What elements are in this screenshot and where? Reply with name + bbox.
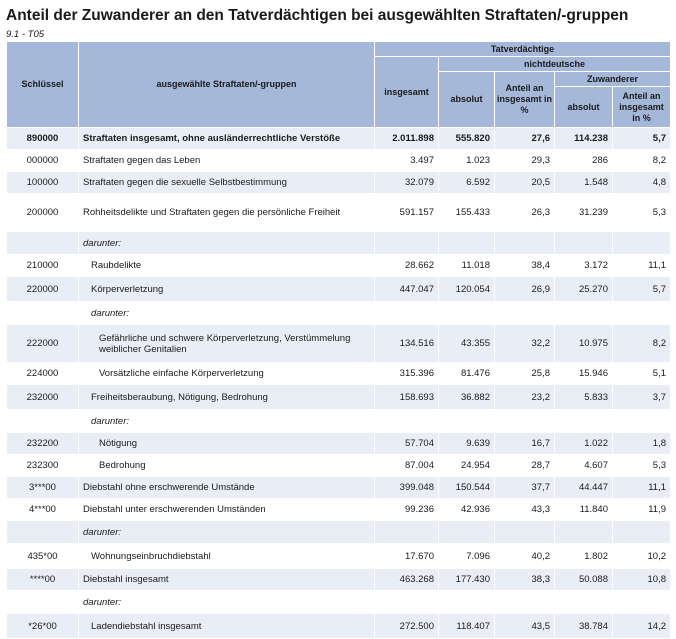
cell-nd-anteil: 16,7 xyxy=(495,433,555,455)
cell-nd-anteil: 20,5 xyxy=(495,172,555,194)
table-row xyxy=(7,277,671,302)
cell-key: *26*00 xyxy=(7,614,79,639)
cell-zw-anteil: 10,8 xyxy=(613,569,671,591)
cell-insgesamt: 99.236 xyxy=(375,499,439,521)
table-row xyxy=(7,433,671,455)
table-row xyxy=(7,544,671,569)
cell-label: Ladendiebstahl insgesamt xyxy=(79,614,375,639)
table-row xyxy=(7,499,671,521)
cell-label: Straftaten insgesamt, ohne ausländerrechtliche Verstöße xyxy=(79,128,375,150)
cell-insgesamt xyxy=(375,591,439,614)
cell-nd-anteil: 32,2 xyxy=(495,325,555,363)
cell-zw-absolut: 1.802 xyxy=(555,544,613,569)
table-row xyxy=(7,172,671,194)
cell-nd-absolut: 43.355 xyxy=(439,325,495,363)
table-row xyxy=(7,232,671,255)
cell-label: darunter: xyxy=(79,302,375,325)
cell-zw-anteil: 5,3 xyxy=(613,455,671,477)
cell-zw-anteil xyxy=(613,302,671,325)
cell-zw-anteil: 11,1 xyxy=(613,477,671,499)
header-zw-anteil: Anteil an insgesamt in % xyxy=(613,87,671,128)
cell-zw-absolut: 11.840 xyxy=(555,499,613,521)
cell-zw-absolut: 286 xyxy=(555,150,613,172)
cell-nd-anteil: 38,4 xyxy=(495,255,555,277)
cell-nd-anteil: 28,7 xyxy=(495,455,555,477)
cell-nd-anteil xyxy=(495,591,555,614)
cell-insgesamt: 315.396 xyxy=(375,363,439,385)
cell-nd-anteil: 38,3 xyxy=(495,569,555,591)
header-nichtdeutsche: nichtdeutsche xyxy=(439,57,671,72)
cell-key xyxy=(7,302,79,325)
table-body xyxy=(7,128,671,639)
cell-insgesamt xyxy=(375,410,439,433)
cell-nd-anteil: 37,7 xyxy=(495,477,555,499)
cell-zw-anteil xyxy=(613,521,671,544)
table-row xyxy=(7,455,671,477)
table-row xyxy=(7,410,671,433)
cell-key: 210000 xyxy=(7,255,79,277)
cell-insgesamt: 272.500 xyxy=(375,614,439,639)
cell-zw-anteil: 4,8 xyxy=(613,172,671,194)
cell-zw-anteil xyxy=(613,591,671,614)
cell-label: Diebstahl insgesamt xyxy=(79,569,375,591)
cell-zw-absolut: 38.784 xyxy=(555,614,613,639)
cell-nd-absolut: 118.407 xyxy=(439,614,495,639)
cell-key: 890000 xyxy=(7,128,79,150)
cell-nd-absolut: 6.592 xyxy=(439,172,495,194)
cell-key: ****00 xyxy=(7,569,79,591)
cell-key: 224000 xyxy=(7,363,79,385)
cell-nd-absolut xyxy=(439,302,495,325)
cell-nd-absolut: 11.018 xyxy=(439,255,495,277)
cell-key: 232300 xyxy=(7,455,79,477)
cell-zw-anteil: 8,2 xyxy=(613,325,671,363)
cell-nd-anteil: 25,8 xyxy=(495,363,555,385)
page-title: Anteil der Zuwanderer an den Tatverdächtigen bei ausgewählten Straftaten/-gruppen xyxy=(6,7,629,24)
cell-nd-absolut: 81.476 xyxy=(439,363,495,385)
cell-zw-anteil: 5,7 xyxy=(613,277,671,302)
table-row xyxy=(7,325,671,363)
cell-nd-absolut: 24.954 xyxy=(439,455,495,477)
cell-key: 222000 xyxy=(7,325,79,363)
cell-zw-anteil: 1,8 xyxy=(613,433,671,455)
cell-insgesamt: 28.662 xyxy=(375,255,439,277)
cell-nd-absolut: 36.882 xyxy=(439,385,495,410)
cell-nd-anteil: 27,6 xyxy=(495,128,555,150)
cell-insgesamt: 158.693 xyxy=(375,385,439,410)
cell-key: 3***00 xyxy=(7,477,79,499)
header-zw-absolut: absolut xyxy=(555,87,613,128)
header-straftaten: ausgewählte Straftaten/-gruppen xyxy=(79,42,375,128)
cell-zw-absolut: 1.022 xyxy=(555,433,613,455)
cell-nd-anteil: 26,3 xyxy=(495,194,555,232)
cell-zw-absolut xyxy=(555,232,613,255)
header-nd-anteil: Anteil an insgesamt in % xyxy=(495,72,555,128)
table-row xyxy=(7,569,671,591)
cell-nd-anteil: 26,9 xyxy=(495,277,555,302)
cell-label: darunter: xyxy=(79,521,375,544)
cell-label: Rohheitsdelikte und Straftaten gegen die persönliche Freiheit xyxy=(79,194,375,232)
cell-zw-absolut: 44.447 xyxy=(555,477,613,499)
cell-key xyxy=(7,521,79,544)
table-row xyxy=(7,591,671,614)
table-row xyxy=(7,255,671,277)
table-row xyxy=(7,194,671,232)
cell-label: Vorsätzliche einfache Körperverletzung xyxy=(79,363,375,385)
cell-key xyxy=(7,591,79,614)
cell-key: 232000 xyxy=(7,385,79,410)
cell-insgesamt: 399.048 xyxy=(375,477,439,499)
cell-insgesamt: 447.047 xyxy=(375,277,439,302)
cell-label: Straftaten gegen die sexuelle Selbstbestimmung xyxy=(79,172,375,194)
cell-key: 435*00 xyxy=(7,544,79,569)
cell-key: 220000 xyxy=(7,277,79,302)
cell-label: Straftaten gegen das Leben xyxy=(79,150,375,172)
cell-key: 4***00 xyxy=(7,499,79,521)
cell-insgesamt: 591.157 xyxy=(375,194,439,232)
header-schluessel: Schlüssel xyxy=(7,42,79,128)
table-row xyxy=(7,385,671,410)
cell-insgesamt: 2.011.898 xyxy=(375,128,439,150)
cell-label: Bedrohung xyxy=(79,455,375,477)
cell-zw-anteil: 10,2 xyxy=(613,544,671,569)
cell-nd-absolut: 155.433 xyxy=(439,194,495,232)
cell-zw-absolut: 3.172 xyxy=(555,255,613,277)
cell-key: 232200 xyxy=(7,433,79,455)
cell-nd-absolut: 150.544 xyxy=(439,477,495,499)
cell-nd-absolut xyxy=(439,410,495,433)
cell-zw-absolut xyxy=(555,521,613,544)
cell-key: 100000 xyxy=(7,172,79,194)
cell-nd-absolut: 42.936 xyxy=(439,499,495,521)
cell-zw-anteil xyxy=(613,232,671,255)
cell-nd-anteil xyxy=(495,521,555,544)
header-insgesamt: insgesamt xyxy=(375,57,439,128)
cell-key: 000000 xyxy=(7,150,79,172)
crime-statistics-table xyxy=(6,41,671,639)
cell-insgesamt: 134.516 xyxy=(375,325,439,363)
cell-insgesamt xyxy=(375,302,439,325)
cell-label: darunter: xyxy=(79,232,375,255)
cell-zw-absolut: 31.239 xyxy=(555,194,613,232)
cell-zw-absolut: 4.607 xyxy=(555,455,613,477)
cell-label: Nötigung xyxy=(79,433,375,455)
header-zuwanderer: Zuwanderer xyxy=(555,72,671,87)
cell-nd-anteil xyxy=(495,302,555,325)
cell-zw-anteil: 5,3 xyxy=(613,194,671,232)
cell-nd-absolut xyxy=(439,521,495,544)
cell-label: Körperverletzung xyxy=(79,277,375,302)
cell-zw-absolut: 114.238 xyxy=(555,128,613,150)
cell-insgesamt: 17.670 xyxy=(375,544,439,569)
cell-zw-anteil: 3,7 xyxy=(613,385,671,410)
cell-zw-anteil: 11,1 xyxy=(613,255,671,277)
table-row xyxy=(7,302,671,325)
cell-zw-absolut: 5.833 xyxy=(555,385,613,410)
cell-nd-absolut xyxy=(439,232,495,255)
cell-label: Gefährliche und schwere Körperverletzung, Verstümmelung weiblicher Genitalien xyxy=(79,325,375,363)
cell-zw-absolut xyxy=(555,591,613,614)
cell-nd-anteil xyxy=(495,410,555,433)
cell-zw-absolut: 10.975 xyxy=(555,325,613,363)
cell-nd-absolut: 7.096 xyxy=(439,544,495,569)
cell-nd-anteil: 40,2 xyxy=(495,544,555,569)
cell-zw-absolut: 15.946 xyxy=(555,363,613,385)
cell-nd-absolut: 1.023 xyxy=(439,150,495,172)
cell-key: 200000 xyxy=(7,194,79,232)
cell-nd-absolut: 177.430 xyxy=(439,569,495,591)
cell-label: Raubdelikte xyxy=(79,255,375,277)
cell-insgesamt: 3.497 xyxy=(375,150,439,172)
cell-label: darunter: xyxy=(79,591,375,614)
cell-zw-absolut xyxy=(555,302,613,325)
table-id: 9.1 - T05 xyxy=(6,29,45,40)
cell-nd-absolut: 9.639 xyxy=(439,433,495,455)
cell-insgesamt: 463.268 xyxy=(375,569,439,591)
cell-zw-anteil: 14,2 xyxy=(613,614,671,639)
cell-zw-anteil xyxy=(613,410,671,433)
cell-insgesamt: 87.004 xyxy=(375,455,439,477)
cell-label: darunter: xyxy=(79,410,375,433)
table-row xyxy=(7,150,671,172)
table-row xyxy=(7,477,671,499)
table-row xyxy=(7,521,671,544)
cell-zw-anteil: 5,7 xyxy=(613,128,671,150)
cell-label: Freiheitsberaubung, Nötigung, Bedrohung xyxy=(79,385,375,410)
cell-insgesamt: 57.704 xyxy=(375,433,439,455)
cell-zw-anteil: 5,1 xyxy=(613,363,671,385)
cell-nd-anteil: 23,2 xyxy=(495,385,555,410)
cell-zw-anteil: 11,9 xyxy=(613,499,671,521)
header-tatverdaechtige: Tatverdächtige xyxy=(375,42,671,57)
cell-nd-anteil: 29,3 xyxy=(495,150,555,172)
cell-insgesamt: 32.079 xyxy=(375,172,439,194)
cell-zw-absolut xyxy=(555,410,613,433)
table-row xyxy=(7,363,671,385)
cell-key xyxy=(7,232,79,255)
cell-key xyxy=(7,410,79,433)
cell-nd-anteil xyxy=(495,232,555,255)
cell-nd-anteil: 43,3 xyxy=(495,499,555,521)
cell-zw-anteil: 8,2 xyxy=(613,150,671,172)
cell-nd-absolut xyxy=(439,591,495,614)
cell-nd-anteil: 43,5 xyxy=(495,614,555,639)
cell-zw-absolut: 50.088 xyxy=(555,569,613,591)
cell-nd-absolut: 120.054 xyxy=(439,277,495,302)
cell-insgesamt xyxy=(375,521,439,544)
header-nd-absolut: absolut xyxy=(439,72,495,128)
cell-zw-absolut: 25.270 xyxy=(555,277,613,302)
cell-label: Diebstahl ohne erschwerende Umstände xyxy=(79,477,375,499)
cell-nd-absolut: 555.820 xyxy=(439,128,495,150)
cell-insgesamt xyxy=(375,232,439,255)
cell-label: Wohnungseinbruchdiebstahl xyxy=(79,544,375,569)
cell-label: Diebstahl unter erschwerenden Umständen xyxy=(79,499,375,521)
table-row xyxy=(7,128,671,150)
cell-zw-absolut: 1.548 xyxy=(555,172,613,194)
table-row xyxy=(7,614,671,639)
